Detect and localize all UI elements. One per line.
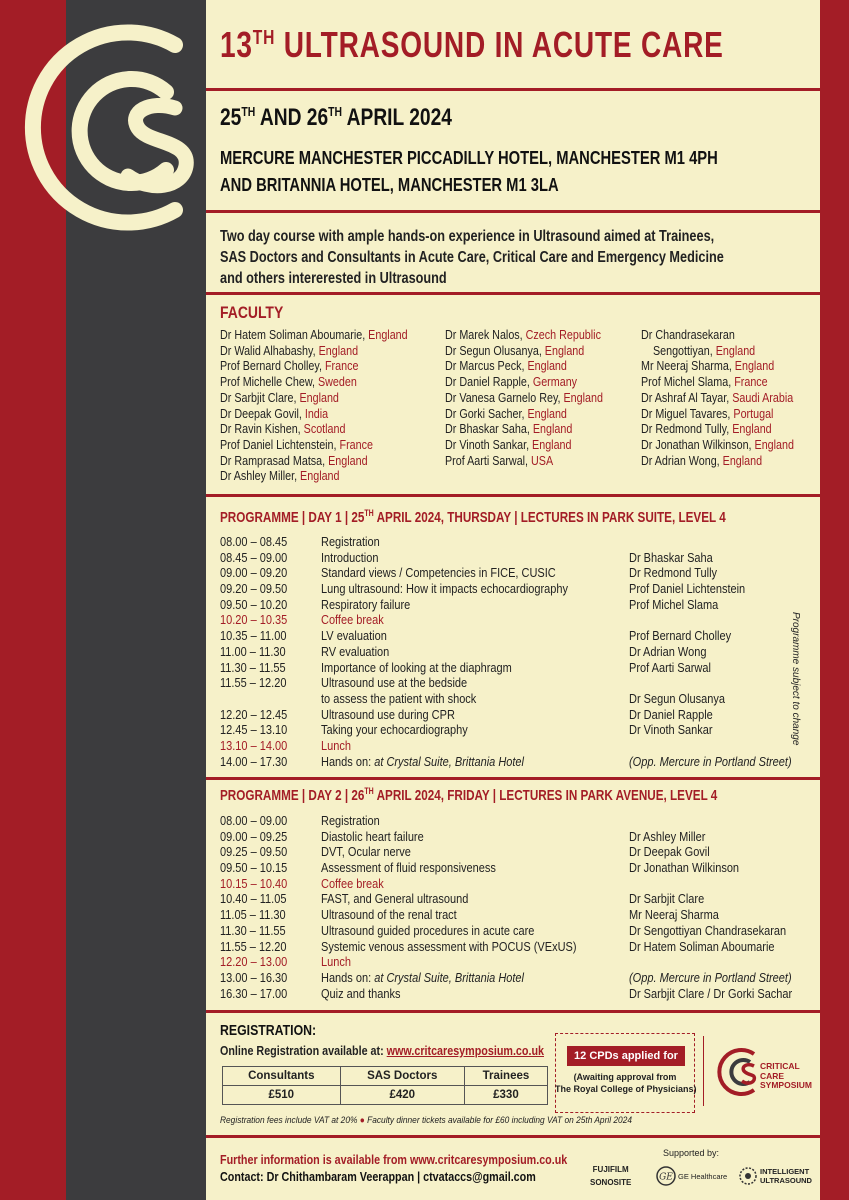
table-row: 09.20 – 09.50 Lung ultrasound: How it impacts echocardiography Prof Daniel Lichtenstein [220,582,746,597]
table-row: 09.00 – 09.20 Standard views / Competencies in FICE, CUSIC Dr Redmond Tully [220,566,718,581]
table-row: 11.30 – 11.55 Ultrasound guided procedures in acute care Dr Sengottiyan Chandrasekaran [220,923,787,938]
divider [206,292,820,295]
faculty-column-1 [220,328,408,485]
faculty-member: Dr Miguel Tavares, Portugal [641,406,774,421]
fee-value: £510 [223,1086,341,1105]
table-row: 12.20 – 13.00 Lunch [220,955,351,970]
table-row: 10.40 – 11.05 FAST, and General ultrasound Dr Sarbjit Clare [220,892,705,907]
table-row: to assess the patient with shock Dr Segun Olusanya [321,691,726,706]
further-info: Further information is available from www.critcaresymposium.co.uk [220,1153,568,1167]
faculty-member: Prof Michelle Chew, Sweden [220,375,357,390]
table-row: 13.10 – 14.00 Lunch [220,738,351,753]
faculty-member: Dr Daniel Rapple, Germany [445,375,578,390]
faculty-member: Dr Marek Nalos, Czech Republic [445,328,601,342]
faculty-member: Dr Adrian Wong, England [641,453,763,468]
table-row: 10.35 – 11.00 LV evaluation Prof Bernard Cholley [220,629,732,644]
divider [206,494,820,497]
faculty-member: Dr Hatem Soliman Aboumarie, England [220,328,408,342]
ge-healthcare-logo: GE Healthcare [678,1172,728,1181]
day2-programme [220,814,810,1002]
faculty-member: Prof Michel Slama, France [641,375,768,390]
table-row: 08.00 – 09.00 Registration [220,814,380,828]
faculty-member: Dr Redmond Tully, England [641,422,772,437]
fee-value: £420 [340,1086,464,1105]
table-row: 09.50 – 10.20 Respiratory failure Prof Michel Slama [220,597,719,612]
faculty-member: Dr Ashraf Al Tayar, Saudi Arabia [641,390,794,405]
faculty-member: Prof Aarti Sarwal, USA [445,453,554,468]
fee-table [222,1066,548,1105]
faculty-column-2 [445,328,603,469]
day1-programme [220,535,810,770]
table-row: 16.30 – 17.00 Quiz and thanks Dr Sarbjit Clare / Dr Gorki Sachar [220,986,793,1001]
table-row: 12.20 – 12.45 Ultrasound use during CPR Dr Daniel Rapple [220,707,713,722]
critical-care-logo-icon [714,1044,760,1100]
fee-header: Consultants [223,1067,341,1086]
day1-heading: PROGRAMME | DAY 1 | 25TH APRIL 2024, THURSDAY | LECTURES IN PARK SUITE, LEVEL 4 [220,508,726,526]
faculty-member: Dr Bhaskar Saha, England [445,422,573,437]
event-title: 13TH ULTRASOUND IN ACUTE CARE [220,24,724,65]
table-row: 09.50 – 10.15 Assessment of fluid responsiveness Dr Jonathan Wilkinson [220,861,740,876]
table-row: 11.05 – 11.30 Ultrasound of the renal tract Mr Neeraj Sharma [220,908,719,923]
table-row: 08.45 – 09.00 Introduction Dr Bhaskar Saha [220,550,713,565]
cpd-note: The Royal College of Physicians) [555,1084,697,1094]
contact-info: Contact: Dr Chithambaram Veerappan | ctvataccs@gmail.com [220,1170,536,1184]
faculty-column-3 [641,328,794,469]
faculty-member: Dr Chandrasekaran [641,328,735,342]
faculty-member: Prof Bernard Cholley, France [220,359,359,374]
table-row: 11.55 – 12.20 Ultrasound use at the bedside [220,676,468,691]
table-row: 09.25 – 09.50 DVT, Ocular nerve Dr Deepak Govil [220,845,710,860]
intelligent-ultrasound-logo: INTELLIGENT ULTRASOUND [760,1167,812,1185]
fee-value: £330 [464,1086,547,1105]
divider [206,777,820,780]
table-row: 14.00 – 17.30 Hands on: at Crystal Suite, Brittania Hotel (Opp. Mercure in Portland Street) [220,754,792,769]
right-red-band [820,0,849,1200]
faculty-member: Dr Deepak Govil, India [220,406,329,421]
faculty-member: Dr Gorki Sacher, England [445,406,567,421]
faculty-member: Dr Ravin Kishen, Scotland [220,422,346,437]
faculty-member: Sengottiyan, England [641,343,756,358]
fee-header: SAS Doctors [340,1067,464,1086]
faculty-member: Dr Walid Alhabashy, England [220,343,359,358]
table-row: 09.00 – 09.25 Diastolic heart failure Dr Ashley Miller [220,829,706,844]
faculty-member: Dr Ashley Miller, England [220,469,340,484]
event-dates: 25TH AND 26TH APRIL 2024 [220,104,452,131]
divider [206,88,820,91]
venue-line-1: MERCURE MANCHESTER PICCADILLY HOTEL, MANCHESTER M1 4PH [220,148,718,168]
table-row: 11.55 – 12.20 Systemic venous assessment with POCUS (VExUS) Dr Hatem Soliman Aboumarie [220,939,775,954]
venue-line-2: AND BRITANNIA HOTEL, MANCHESTER M1 3LA [220,175,559,195]
cpd-note: (Awaiting approval from [573,1072,677,1082]
fee-header: Trainees [464,1067,547,1086]
faculty-member: Dr Segun Olusanya, England [445,343,585,358]
divider [703,1036,704,1106]
table-row: 08.00 – 08.45 Registration [220,535,380,549]
svg-text:GE: GE [659,1172,673,1183]
supported-by: Supported by: [663,1148,720,1158]
course-intro: Two day course with ample hands-on experience in Ultrasound aimed at Trainees, SAS Doctors and Consultants in Acute Care, Critical Care and Emergency Medicine and others intererested in Ultrasound [220,228,724,287]
website-link[interactable]: www.critcaresymposium.co.uk [409,1153,568,1167]
cs-logo-icon [0,0,210,300]
faculty-member: Dr Sarbjit Clare, England [220,390,339,405]
cpd-badge: 12 CPDs applied for [567,1046,685,1066]
faculty-member: Mr Neeraj Sharma, England [641,359,775,374]
table-row: 10.20 – 10.35 Coffee break [220,613,384,628]
ge-logo-icon [656,1166,676,1186]
faculty-member: Dr Jonathan Wilkinson, England [641,437,794,452]
fee-note: Registration fees include VAT at 20% ● Faculty dinner tickets available for £60 including VAT on 25th April 2024 [220,1115,633,1126]
faculty-member: Dr Marcus Peck, England [445,359,567,374]
faculty-title: FACULTY [220,303,284,322]
divider [206,1135,820,1138]
table-row: 13.00 – 16.30 Hands on: at Crystal Suite, Brittania Hotel (Opp. Mercure in Portland Street) [220,970,792,985]
faculty-member: Dr Vanesa Garnelo Rey, England [445,390,603,405]
divider [206,210,820,213]
registration-link[interactable]: www.critcaresymposium.co.uk [386,1044,545,1058]
online-registration: Online Registration available at: www.critcaresymposium.co.uk [220,1044,545,1058]
registration-title: REGISTRATION: [220,1022,317,1039]
faculty-member: Prof Daniel Lichtenstein, France [220,437,373,452]
faculty-member: Dr Vinoth Sankar, England [445,437,572,452]
table-row: 11.30 – 11.55 Importance of looking at the diaphragm Prof Aarti Sarwal [220,660,711,675]
day2-heading: PROGRAMME | DAY 2 | 26TH APRIL 2024, FRIDAY | LECTURES IN PARK AVENUE, LEVEL 4 [220,786,718,804]
critical-care-logo-text: CRITICAL CARE SYMPOSIUM [760,1061,812,1090]
programme-subject-note: Programme subject to change [790,612,801,746]
table-row: 11.00 – 11.30 RV evaluation Dr Adrian Wong [220,644,707,659]
sonosite-logo: FUJIFILM SONOSITE [590,1165,632,1187]
table-row: 10.15 – 10.40 Coffee break [220,876,384,891]
table-row: 12.45 – 13.10 Taking your echocardiography Dr Vinoth Sankar [220,723,713,738]
divider [206,1010,820,1013]
faculty-member: Dr Ramprasad Matsa, England [220,453,368,468]
intelligent-ultrasound-logo-icon [738,1166,758,1186]
